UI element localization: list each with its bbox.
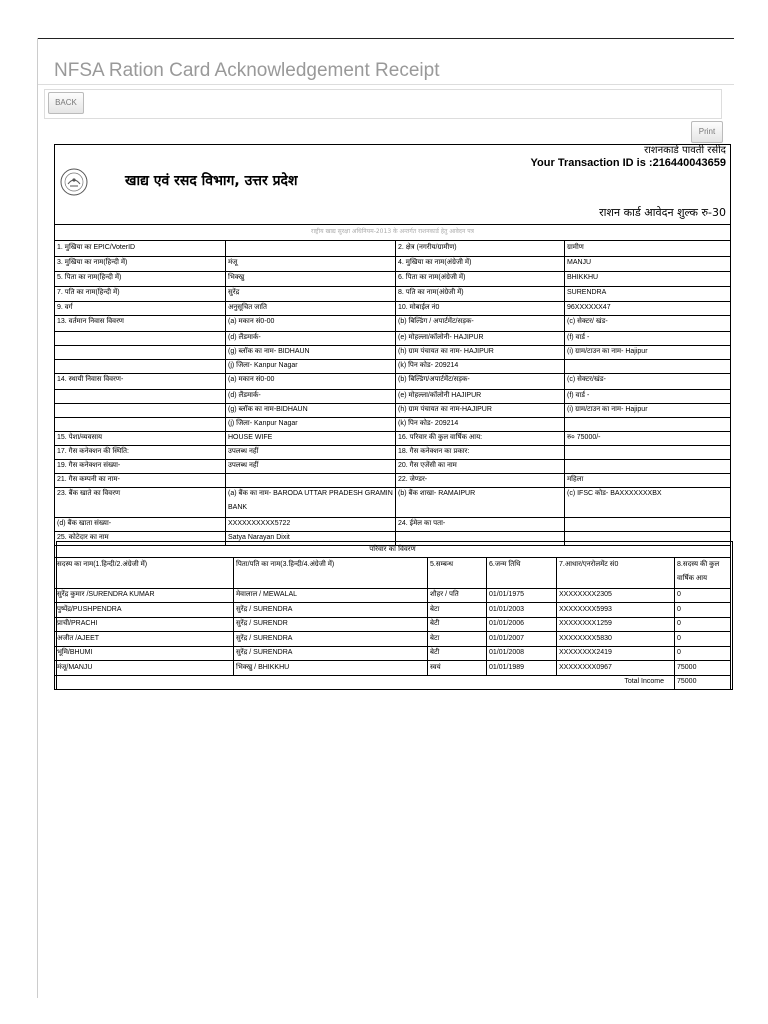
table-cell [564,459,730,473]
family-member-row [55,661,730,676]
table-row [55,286,730,302]
table-cell: 22. जेण्डर- [395,473,564,487]
family-cell: स्वयं [427,661,486,675]
table-cell [55,345,225,359]
table-cell: उपलब्ध नहीं [225,459,395,473]
table-row [55,256,730,272]
receipt-header [531,144,726,170]
family-member-row [55,617,730,632]
family-cell: प्राची/PRACHI [57,620,98,627]
family-cell: 0 [674,617,730,631]
family-cell: बेटा [427,632,486,646]
table-cell: (i) ग्राम/टाउन का नाम- Hajipur [564,345,730,359]
family-cell: 75000 [674,661,730,675]
table-cell: 8. पति का नाम(अंग्रेजी में) [395,286,564,301]
table-cell: 2. क्षेत्र (नगरीय/ग्रामीण) [395,241,564,256]
family-cell: 01/01/2003 [486,603,556,617]
table-cell: 7. पति का नाम(हिन्दी में) [57,289,120,296]
table-cell: 4. मुखिया का नाम(अंग्रेजी में) [395,256,564,271]
table-cell: (b) बैंक शाखा- RAMAIPUR [395,487,564,517]
table-cell [564,445,730,459]
table-row [55,331,730,346]
table-cell: (d) बैंक खाता संख्या- [57,520,112,527]
family-header-cell: पिता/पति का नाम(3.हिन्दी/4.अंग्रेजी में) [233,558,427,588]
table-row [55,373,730,390]
family-cell: शौहर / पति [427,588,486,602]
table-cell: 15. पेशा/व्यवसाय [57,434,103,441]
table-row [55,241,730,257]
table-cell: (d) लैंडमार्क- [225,389,395,403]
family-cell: 01/01/2007 [486,632,556,646]
family-cell: मंजू/MANJU [57,663,93,671]
table-cell: (e) मोहल्ला/कॉलोनी HAJIPUR [395,389,564,403]
family-cell: भूमि/BHUMI [57,649,93,656]
family-cell: 01/01/1989 [486,661,556,675]
table-cell: 6. पिता का नाम(अंग्रेजी में) [395,271,564,286]
family-header-cell: 7.आधार/एनरोलमेंट सं0 [556,558,674,588]
table-row [55,445,730,460]
family-cell: 0 [674,632,730,646]
family-header-cell: 8.सदस्य की कुल वार्षिक आय [674,558,730,588]
transaction-id: Your Transaction ID is :216440043659 [530,157,726,169]
table-cell: (c) सेक्टर/खंड- [564,373,730,389]
page-title: NFSA Ration Card Acknowledgement Receipt [54,60,440,81]
toolbar-box [44,89,722,119]
table-row [55,301,730,316]
family-header-row [55,557,730,589]
title-rule [38,84,734,85]
family-header-cell: 6.जन्म तिथि [486,558,556,588]
table-cell [564,517,730,531]
table-cell: 16. परिवार की कुल वार्षिक आय: [395,431,564,445]
table-cell: SURENDRA [564,286,730,301]
family-cell: सुरेंद्र / SURENDRA [233,632,427,646]
back-button[interactable]: BACK [48,92,84,114]
top-rule [38,38,734,39]
total-income-value: 75000 [674,675,730,689]
table-row [55,417,730,432]
left-rule [37,38,38,998]
family-cell: बेटा [427,603,486,617]
family-cell: सुरेंद्र / SURENDR [233,617,427,631]
table-cell: (c) IFSC कोड- BAXXXXXXXBX [564,487,730,517]
table-cell: (j) जिला- Kanpur Nagar [225,359,395,373]
form-subcaption: राष्ट्रीय खाद्य सुरक्षा अधिनियम-2013 के अन्तर्गत राशनकार्ड हेतु आवेदन पत्र [311,228,474,235]
receipt-title-hindi: राशनकार्ड पावती रसीद [644,145,726,156]
table-row [55,345,730,360]
divider [55,224,730,225]
table-cell [564,359,730,373]
table-row [55,487,730,518]
family-cell: 0 [674,646,730,660]
table-cell: XXXXXXXXXX5722 [225,517,395,531]
table-cell: 18. गैस कनेक्शन का प्रकार: [395,445,564,459]
family-cell: सुरेंद्र कुमार /SURENDRA KUMAR [57,591,155,598]
table-cell: (g) ब्लॉक का नाम-BIDHAUN [225,403,395,417]
table-row [55,271,730,287]
table-cell: सुरेंद्र [225,286,395,301]
family-cell: भिक्खु / BHIKKHU [233,661,427,675]
total-income-label: Total Income [624,678,664,685]
table-cell: Satya Narayan Dixit [225,531,395,545]
family-header-cell: सदस्य का नाम(1.हिन्दी/2.अंग्रेजी में) [57,561,148,568]
family-cell: 01/01/1975 [486,588,556,602]
print-button[interactable]: Print [691,121,723,143]
table-cell: (f) वार्ड - [564,331,730,345]
table-cell: (f) वार्ड - [564,389,730,403]
table-cell: (g) ब्लॉक का नाम- BIDHAUN [225,345,395,359]
family-cell: 0 [674,588,730,602]
table-cell: 23. बैंक खाते का विवरण [57,490,121,497]
family-cell: 0 [674,603,730,617]
table-cell [55,359,225,373]
table-cell: (h) ग्राम पंचायत का नाम- HAJIPUR [395,345,564,359]
table-cell: उपलब्ध नहीं [225,445,395,459]
table-cell: 24. ईमेल का पता- [395,517,564,531]
family-cell: XXXXXXXX2305 [556,588,674,602]
family-cell: मेवालाल / MEWALAL [233,588,427,602]
table-cell: 9. वर्ग [57,304,73,311]
table-cell: महिला [564,473,730,487]
family-cell: अजीत /AJEET [57,634,100,642]
total-income-row [55,675,730,689]
table-cell: रु० 75000/- [564,431,730,445]
table-cell: (k) पिन कोड- 209214 [395,417,564,431]
table-cell: अनुसूचित जाति [225,301,395,315]
table-cell: (h) ग्राम पंचायत का नाम-HAJIPUR [395,403,564,417]
table-cell: (a) मकान सं0-00 [225,315,395,331]
table-cell: (e) मोहल्ला/कॉलोनी- HAJIPUR [395,331,564,345]
table-cell: MANJU [564,256,730,271]
table-cell [225,241,395,256]
family-cell: सुरेंद्र / SURENDRA [233,603,427,617]
table-cell [55,403,225,417]
table-cell: 13. वर्तमान निवास विवरण [57,318,124,325]
table-cell: (k) पिन कोड- 209214 [395,359,564,373]
table-cell: 1. मुखिया का EPIC/VoterID [57,244,136,251]
table-row [55,403,730,418]
table-cell: (b) बिल्डिंग / अपार्टमेंट/सड़क- [395,315,564,331]
table-cell: BHIKKHU [564,271,730,286]
family-cell: 01/01/2006 [486,617,556,631]
table-row [55,315,730,332]
family-cell: सुरेंद्र / SURENDRA [233,646,427,660]
table-cell: 19. गैस कनेक्शन संख्या- [57,462,121,469]
table-row [55,517,730,532]
family-cell: XXXXXXXX5993 [556,603,674,617]
table-cell: (c) सेक्टर/ खंड- [564,315,730,331]
table-cell: HOUSE WIFE [225,431,395,445]
table-cell: 14. स्थायी निवास विवरण- [57,376,124,383]
table-cell: (a) मकान सं0-00 [225,373,395,389]
table-cell [55,331,225,345]
table-row [55,459,730,474]
table-cell [55,417,225,431]
table-cell: 5. पिता का नाम(हिन्दी में) [57,274,122,281]
family-cell: XXXXXXXX0967 [556,661,674,675]
department-name: खाद्य एवं रसद विभाग, उत्तर प्रदेश [125,173,298,189]
table-cell: ग्रामीण [564,241,730,256]
table-cell: 21. गैस कम्पनी का नाम- [57,476,120,483]
table-cell [564,417,730,431]
family-member-row [55,588,730,603]
table-cell: मंजू [225,256,395,271]
table-cell: 17. गैस कनेक्शन की स्थिति: [57,448,129,455]
table-cell: (j) जिला- Kanpur Nagar [225,417,395,431]
table-cell: (b) बिल्डिंग/अपार्टमेंट/सड़क- [395,373,564,389]
family-cell: 01/01/2008 [486,646,556,660]
table-cell: (a) बैंक का नाम- BARODA UTTAR PRADESH GRAMIN BANK [225,487,395,517]
table-row [55,431,730,446]
table-cell: 20. गैस एजेंसी का नाम [395,459,564,473]
table-cell: भिक्खु [225,271,395,286]
application-fee: राशन कार्ड आवेदन शुल्क रु-30 [599,206,726,219]
table-cell: 96XXXXXX47 [564,301,730,315]
table-row [55,473,730,488]
table-cell [225,473,395,487]
family-cell: पुष्पेंद्र/PUSHPENDRA [57,605,122,613]
family-section-title: परिवार का विवरण [369,545,416,553]
family-cell: XXXXXXXX2419 [556,646,674,660]
family-member-row [55,603,730,618]
table-cell: 10. मोबाईल नं0 [395,301,564,315]
family-member-row [55,646,730,661]
family-member-row [55,632,730,647]
family-cell: XXXXXXXX5830 [556,632,674,646]
table-cell: (i) ग्राम/टाउन का नाम- Hajipur [564,403,730,417]
up-government-emblem-icon [59,167,89,197]
family-cell: बेटी [427,646,486,660]
table-cell [55,389,225,403]
family-header-cell: 5.सम्बन्ध [427,558,486,588]
table-cell: 3. मुखिया का नाम(हिन्दी में) [57,259,128,266]
family-cell: बेटी [427,617,486,631]
table-cell: 25. कोटेदार का नाम [57,534,109,541]
family-cell: XXXXXXXX1259 [556,617,674,631]
table-cell: (d) लैंडमार्क- [225,331,395,345]
table-row [55,389,730,404]
table-row [55,359,730,374]
receipt-panel [54,144,731,690]
